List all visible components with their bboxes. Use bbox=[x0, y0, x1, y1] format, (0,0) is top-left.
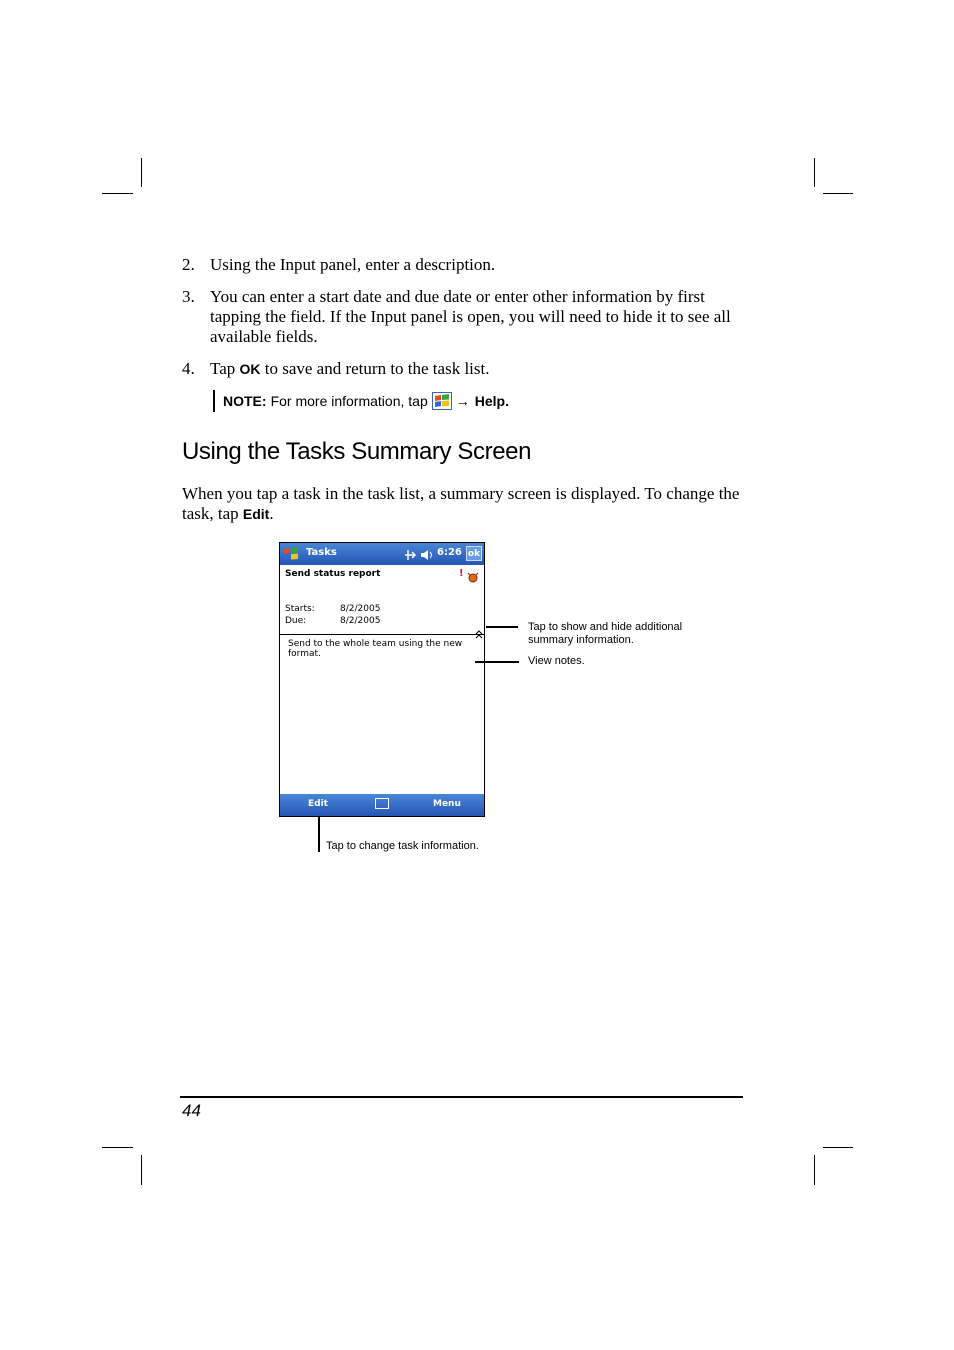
step-number: 3. bbox=[182, 287, 195, 306]
task-title[interactable]: Send status report bbox=[285, 569, 381, 579]
callout-summary: Tap to show and hide additional summary information. bbox=[528, 621, 683, 646]
app-title: Tasks bbox=[306, 547, 337, 558]
summary-divider bbox=[280, 634, 484, 635]
step-2 bbox=[182, 255, 752, 275]
due-value[interactable]: 8/2/2005 bbox=[340, 616, 381, 626]
volume-icon[interactable] bbox=[420, 547, 434, 566]
callout-line-notes bbox=[475, 661, 519, 663]
crop-mark bbox=[823, 1147, 853, 1148]
priority-icon: ! bbox=[459, 568, 464, 579]
menu-softkey[interactable]: Menu bbox=[433, 799, 461, 809]
edit-softkey[interactable]: Edit bbox=[308, 799, 328, 809]
command-bar bbox=[280, 794, 484, 816]
step-4 bbox=[182, 359, 752, 379]
step-text: Using the Input panel, enter a description. bbox=[210, 255, 496, 274]
notes-text[interactable]: Send to the whole team using the new format. bbox=[288, 639, 463, 659]
step-number: 4. bbox=[182, 359, 195, 378]
paragraph-end: . bbox=[269, 504, 274, 523]
section-heading: Using the Tasks Summary Screen bbox=[182, 438, 532, 465]
starts-value[interactable]: 8/2/2005 bbox=[340, 604, 381, 614]
crop-mark bbox=[823, 193, 853, 194]
device-screen bbox=[279, 542, 485, 817]
crop-mark bbox=[814, 158, 815, 187]
callout-notes: View notes. bbox=[528, 655, 585, 667]
crop-mark bbox=[102, 1147, 133, 1148]
title-bar bbox=[280, 543, 484, 565]
intro-paragraph bbox=[182, 484, 752, 524]
step-text bbox=[210, 359, 750, 379]
callout-edit: Tap to change task information. bbox=[326, 840, 479, 852]
step-3 bbox=[182, 287, 752, 349]
keyboard-icon[interactable] bbox=[375, 798, 389, 809]
step-text-after: to save and return to the task list. bbox=[260, 359, 490, 378]
step-number: 2. bbox=[182, 255, 195, 274]
start-flag-icon[interactable] bbox=[283, 546, 300, 566]
arrow-icon: → bbox=[455, 393, 470, 409]
help-command: Help. bbox=[474, 393, 509, 409]
due-label: Due: bbox=[285, 616, 307, 626]
crop-mark bbox=[814, 1155, 815, 1185]
step-text: You can enter a start date and due date or enter other information by first tapping the field. If the Input panel is open, you will need to hide it to see all available fields. bbox=[210, 287, 731, 346]
starts-label: Starts: bbox=[285, 604, 315, 614]
crop-mark bbox=[102, 193, 133, 194]
callout-line-edit bbox=[318, 816, 320, 852]
crop-mark bbox=[141, 1155, 142, 1185]
paragraph-text: When you tap a task in the task list, a summary screen is displayed. To change the task, tap bbox=[182, 484, 740, 523]
start-flag-icon bbox=[432, 392, 452, 410]
callout-line-summary bbox=[486, 626, 518, 628]
footer-rule bbox=[180, 1096, 743, 1098]
ok-button[interactable]: ok bbox=[466, 546, 482, 561]
step-text-before: Tap bbox=[210, 359, 240, 378]
crop-mark bbox=[141, 158, 142, 187]
clock[interactable]: 6:26 bbox=[437, 547, 462, 558]
note-text: For more information, tap bbox=[270, 393, 428, 409]
edit-command: Edit bbox=[242, 506, 270, 522]
note bbox=[213, 390, 513, 412]
note-label: NOTE: bbox=[223, 393, 267, 409]
page-number: 44 bbox=[182, 1101, 201, 1120]
reminder-icon bbox=[466, 568, 480, 587]
ok-command: OK bbox=[239, 361, 261, 377]
connectivity-icon[interactable] bbox=[403, 547, 417, 566]
